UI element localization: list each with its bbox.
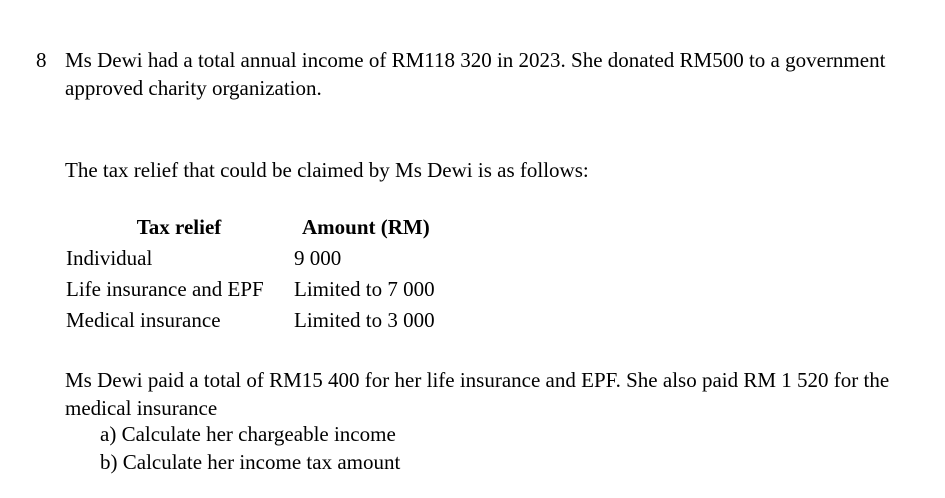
- table-row: [64, 304, 435, 335]
- task-list: [100, 420, 400, 476]
- relief-amount: Limited to 3 000: [294, 307, 435, 332]
- relief-amount: 9 000: [294, 245, 342, 270]
- relief-name: Life insurance and EPF: [66, 276, 264, 301]
- tax-relief-table: [64, 211, 435, 335]
- relief-name: Medical insurance: [66, 307, 221, 332]
- question-intro: Ms Dewi had a total annual income of RM118 320 in 2023. She donated RM500 to a government approved charity organization.: [65, 48, 886, 100]
- task-a: a) Calculate her chargeable income: [100, 422, 396, 446]
- question-number: 8: [36, 48, 47, 72]
- relief-intro: The tax relief that could be claimed by Ms Dewi is as follows:: [65, 158, 589, 182]
- table-row: [64, 242, 435, 273]
- header-amount: Amount (RM): [302, 214, 430, 239]
- relief-name: Individual: [66, 245, 153, 270]
- table-row: [64, 273, 435, 304]
- task-b: b) Calculate her income tax amount: [100, 450, 401, 474]
- payment-paragraph: Ms Dewi paid a total of RM15 400 for her life insurance and EPF. She also paid RM 1 520 for the medical insurance: [65, 368, 890, 420]
- table-header-row: [64, 211, 435, 242]
- header-tax-relief: Tax relief: [136, 214, 222, 239]
- relief-amount: Limited to 7 000: [294, 276, 435, 301]
